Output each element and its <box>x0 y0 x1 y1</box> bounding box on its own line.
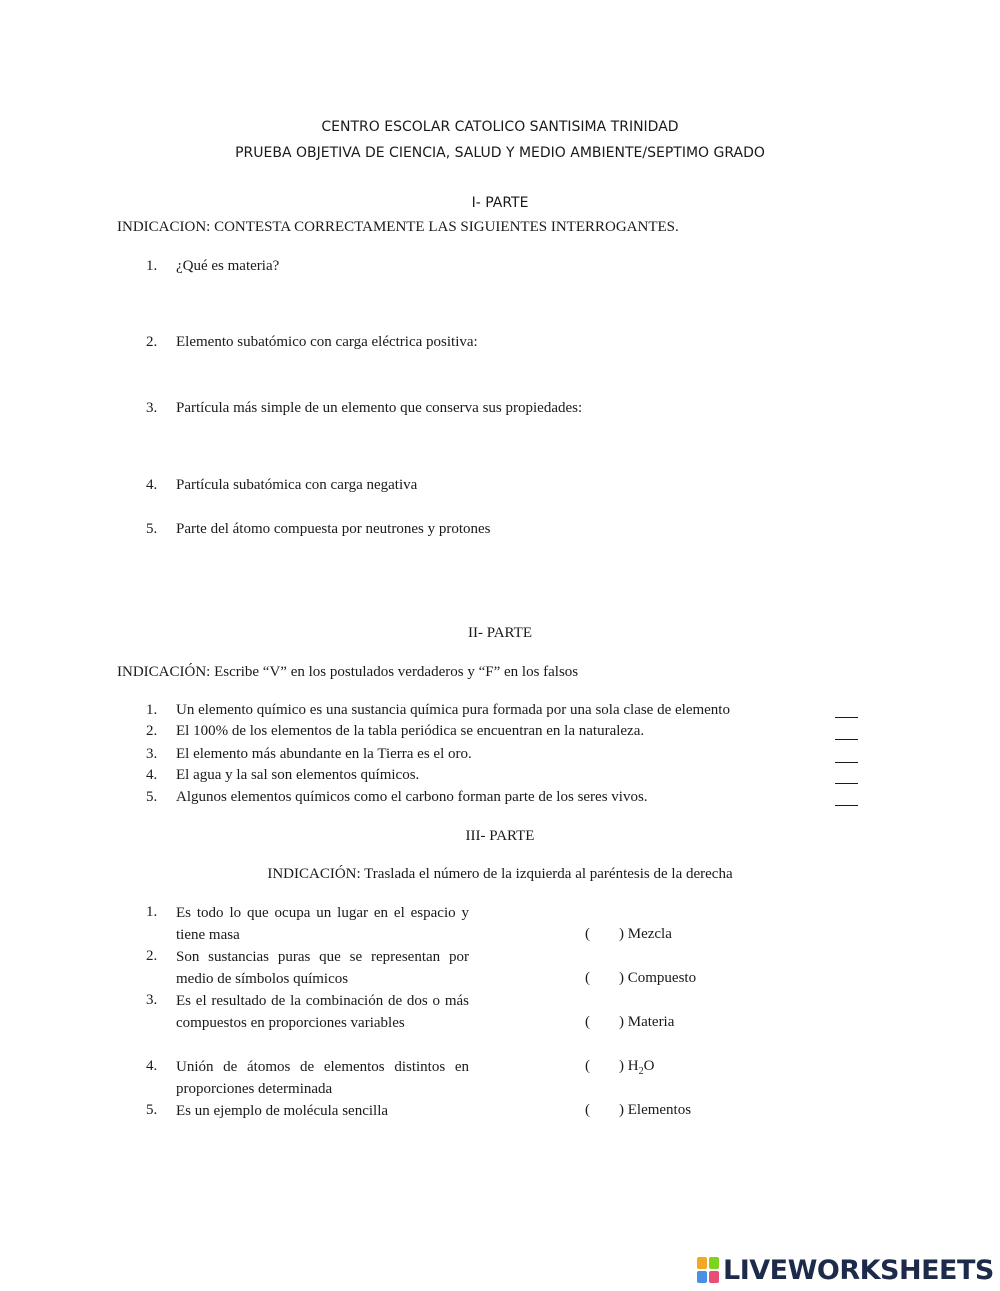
item-number: 2. <box>146 723 158 739</box>
item-number: 5. <box>146 789 158 805</box>
item-text: El 100% de los elementos de la tabla periódica se encuentran en la naturaleza. <box>176 723 645 739</box>
question-text: Parte del átomo compuesta por neutrones y protones <box>176 521 491 537</box>
answer-blank[interactable] <box>835 717 858 718</box>
logo-text: LIVEWORKSHEETS <box>723 1254 994 1286</box>
item-text: Unión de átomos de elementos distintos en proporciones determinada <box>176 1059 469 1097</box>
question-text: ¿Qué es materia? <box>176 258 280 274</box>
item-text: Un elemento químico es una sustancia química pura formada por una sola clase de elemento <box>176 702 730 718</box>
match-option: ) Compuesto <box>619 970 697 986</box>
exam-title: PRUEBA OBJETIVA DE CIENCIA, SALUD Y MEDIO AMBIENTE/SEPTIMO GRADO <box>235 145 765 161</box>
answer-blank[interactable] <box>835 739 858 740</box>
answer-blank[interactable] <box>835 783 858 784</box>
item-text: Es un ejemplo de molécula sencilla <box>176 1103 389 1119</box>
item-number: 3. <box>146 992 158 1008</box>
question-number: 1. <box>146 258 158 274</box>
liveworksheets-logo[interactable] <box>697 1255 994 1285</box>
item-text: Algunos elementos químicos como el carbono forman parte de los seres vivos. <box>176 789 648 805</box>
answer-blank[interactable] <box>835 805 858 806</box>
answer-paren[interactable]: ( <box>585 1058 590 1074</box>
question-number: 4. <box>146 477 158 493</box>
answer-paren[interactable]: ( <box>585 1102 590 1118</box>
question-number: 5. <box>146 521 158 537</box>
question-text: Elemento subatómico con carga eléctrica positiva: <box>176 334 478 350</box>
item-number: 1. <box>146 904 158 920</box>
answer-blank[interactable] <box>835 762 858 763</box>
item-text: El agua y la sal son elementos químicos. <box>176 767 420 783</box>
item-text: Son sustancias puras que se representan por medio de símbolos químicos <box>176 949 469 987</box>
item-text: Es el resultado de la combinación de dos o más compuestos en proporciones variables <box>176 993 469 1031</box>
question-number: 2. <box>146 334 158 350</box>
match-option: ) Elementos <box>619 1102 692 1118</box>
question-number: 3. <box>146 400 158 416</box>
question-text: Partícula más simple de un elemento que conserva sus propiedades: <box>176 400 583 416</box>
answer-paren[interactable]: ( <box>585 1014 590 1030</box>
school-name: CENTRO ESCOLAR CATOLICO SANTISIMA TRINIDAD <box>321 119 679 135</box>
item-text: Es todo lo que ocupa un lugar en el espacio y tiene masa <box>176 905 469 943</box>
match-option: ) $H_2O$ <box>619 1058 655 1077</box>
match-option: ) Mezcla <box>619 926 672 942</box>
part1-instruction: INDICACION: CONTESTA CORRECTAMENTE LAS SIGUIENTES INTERROGANTES. <box>117 219 679 235</box>
item-number: 4. <box>146 1058 158 1074</box>
item-number: 2. <box>146 948 158 964</box>
item-number: 4. <box>146 767 158 783</box>
item-number: 3. <box>146 746 158 762</box>
match-option: ) Materia <box>619 1014 675 1030</box>
item-number: 1. <box>146 702 158 718</box>
item-text: El elemento más abundante en la Tierra es el oro. <box>176 746 472 762</box>
part3-title: III- PARTE <box>465 828 535 844</box>
part1-title: I- PARTE <box>471 195 529 211</box>
answer-paren[interactable]: ( <box>585 970 590 986</box>
item-number: 5. <box>146 1102 158 1118</box>
part3-instruction: INDICACIÓN: Traslada el número de la izquierda al paréntesis de la derecha <box>267 866 733 882</box>
answer-paren[interactable]: ( <box>585 926 590 942</box>
part2-title: II- PARTE <box>468 625 532 641</box>
logo-mark-icon <box>697 1257 719 1283</box>
part2-instruction: INDICACIÓN: Escribe “V” en los postulados verdaderos y “F” en los falsos <box>117 664 579 680</box>
question-text: Partícula subatómica con carga negativa <box>176 477 418 493</box>
